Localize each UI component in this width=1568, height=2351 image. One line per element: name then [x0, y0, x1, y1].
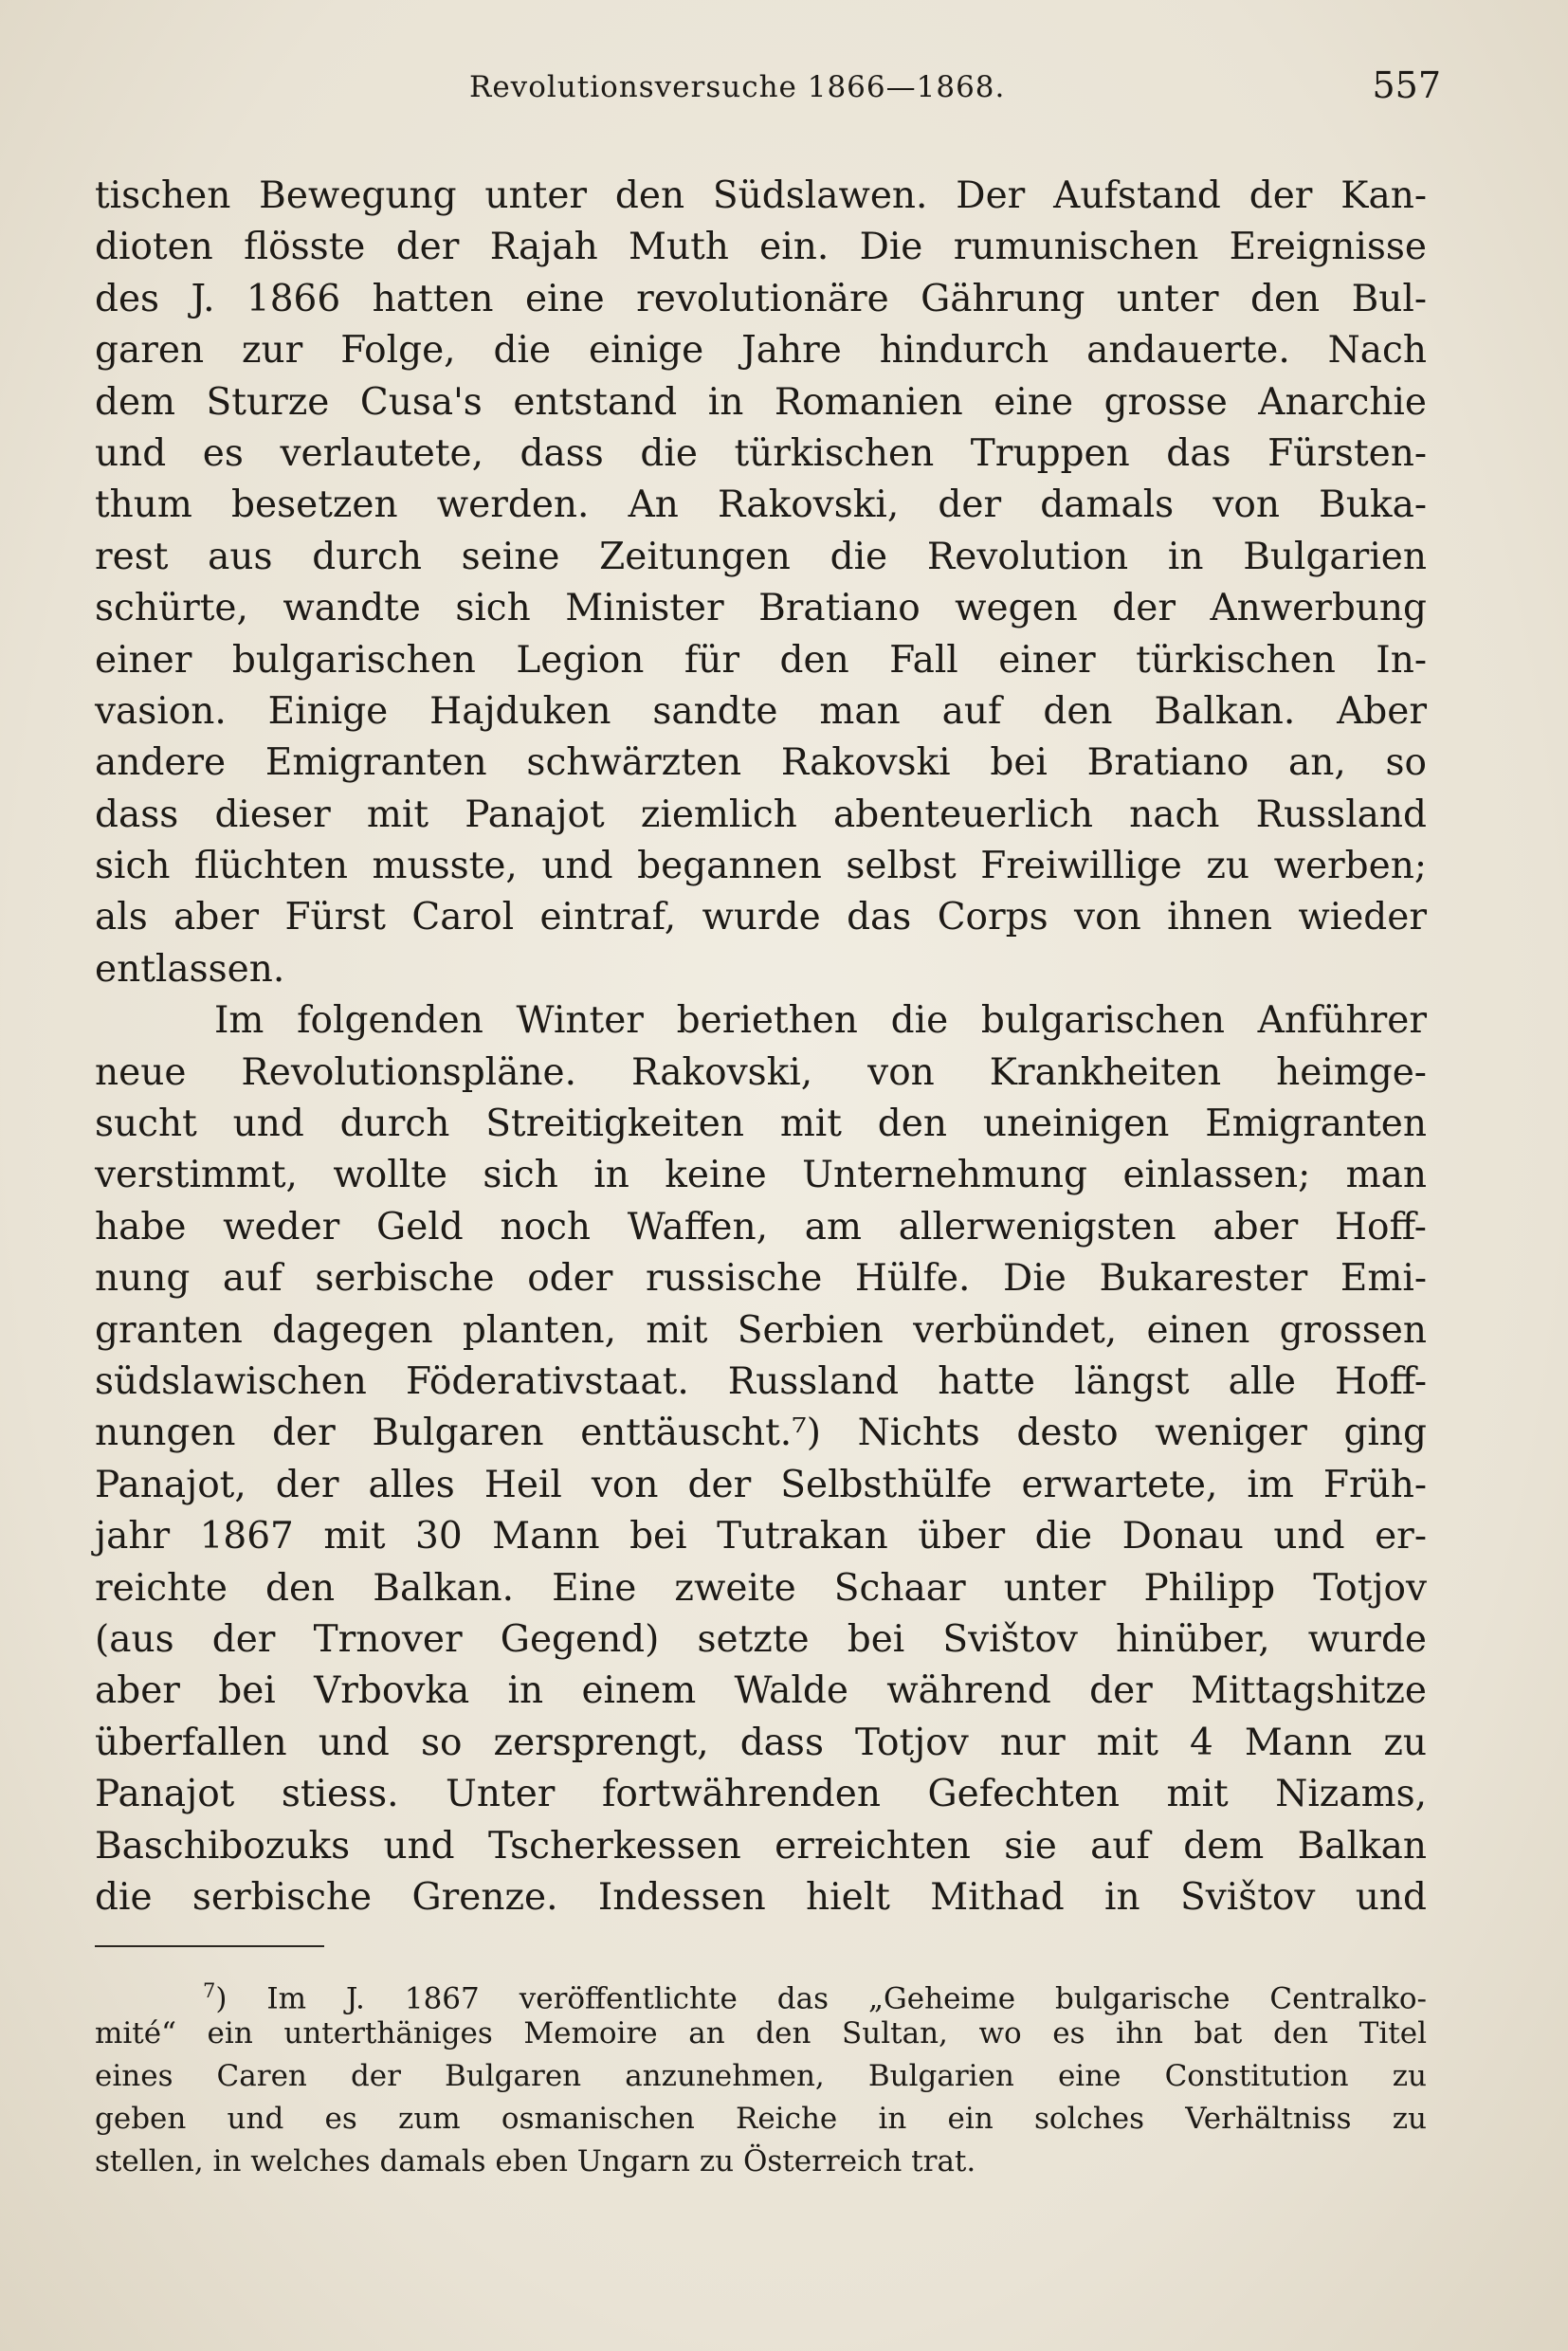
footnote-line: mité“ ein unterthäniges Memoire an den Sultan, wo es ihn bat den Titel [95, 2016, 1427, 2050]
text-line: verstimmt, wollte sich in keine Unternehmung einlassen; man [95, 1154, 1427, 1197]
text-line: dioten flösste der Rajah Muth ein. Die rumunischen Ereignisse [95, 226, 1427, 269]
text-line: Im folgenden Winter beriethen die bulgarischen Anführer [214, 999, 1427, 1043]
text-line: nung auf serbische oder russische Hülfe. Die Bukarester Emi- [95, 1257, 1427, 1301]
text-line: schürte, wandte sich Minister Bratiano wegen der Anwerbung [95, 587, 1427, 630]
text-line: überfallen und so zersprengt, dass Totjov nur mit 4 Mann zu [95, 1721, 1427, 1764]
text-line: vasion. Einige Hajduken sandte man auf den Balkan. Aber [95, 689, 1427, 733]
text-line: granten dagegen planten, mit Serbien verbündet, einen grossen [95, 1308, 1427, 1352]
text-line: Panajot, der alles Heil von der Selbsthülfe erwartete, im Früh- [95, 1463, 1427, 1506]
text-line: tischen Bewegung unter den Südslawen. Der Aufstand der Kan- [95, 174, 1427, 217]
running-title: Revolutionsversuche 1866—1868. [469, 70, 1006, 104]
page-header [95, 64, 1441, 121]
text-line: als aber Fürst Carol eintraf, wurde das Corps von ihnen wieder [95, 896, 1427, 939]
text-line: aber bei Vrbovka in einem Walde während der Mittagshitze [95, 1669, 1427, 1713]
text-line: sich flüchten musste, und begannen selbst Freiwillige zu werben; [95, 845, 1427, 888]
footnote-text: ) Im J. 1867 veröffentlichte das „Geheime bulgarische Centralko- [215, 1981, 1427, 2016]
footnote-line: stellen, in welches damals eben Ungarn zu Österreich trat. [95, 2144, 976, 2178]
footnote-mark: 7 [203, 1979, 216, 2002]
text-line: neue Revolutionspläne. Rakovski, von Krankheiten heimge- [95, 1050, 1427, 1094]
text-line: jahr 1867 mit 30 Mann bei Tutrakan über die Donau und er- [95, 1515, 1427, 1558]
text-line: des J. 1866 hatten eine revolutionäre Gährung unter den Bul- [95, 277, 1427, 320]
text-line: und es verlautete, dass die türkischen Truppen das Fürsten- [95, 431, 1427, 475]
text-line: dass dieser mit Panajot ziemlich abenteuerlich nach Russland [95, 793, 1427, 836]
text-line: Panajot stiess. Unter fortwährenden Gefechten mit Nizams, [95, 1773, 1427, 1816]
text-line: die serbische Grenze. Indessen hielt Mithad in Svištov und [95, 1875, 1427, 1919]
footnote-line [95, 1970, 1427, 2016]
text-line: entlassen. [95, 947, 285, 991]
footnote [95, 1970, 1427, 2183]
text-line: einer bulgarischen Legion für den Fall einer türkischen In- [95, 638, 1427, 682]
text-line: rest aus durch seine Zeitungen die Revolution in Bulgarien [95, 535, 1427, 578]
text-line: habe weder Geld noch Waffen, am allerwenigsten aber Hoff- [95, 1205, 1427, 1248]
text-line: garen zur Folge, die einige Jahre hindurch andauerte. Nach [95, 329, 1427, 373]
text-line: andere Emigranten schwärzten Rakovski bei Bratiano an, so [95, 741, 1427, 785]
text-line: (aus der Trnover Gegend) setzte bei Svištov hinüber, wurde [95, 1617, 1427, 1661]
paragraph-2 [95, 995, 1427, 1923]
paragraph-1 [95, 171, 1427, 995]
footnote-line: eines Caren der Bulgaren anzunehmen, Bulgarien eine Constitution zu [95, 2059, 1427, 2093]
footnote-separator [95, 1945, 324, 1947]
text-line: Baschibozuks und Tscherkessen erreichten sie auf dem Balkan [95, 1824, 1427, 1868]
page-number: 557 [1372, 64, 1441, 106]
text-line: nungen der Bulgaren enttäuscht.⁷) Nichts desto weniger ging [95, 1412, 1427, 1455]
main-text [95, 171, 1427, 1923]
text-line: reichte den Balkan. Eine zweite Schaar unter Philipp Totjov [95, 1566, 1427, 1610]
text-line: dem Sturze Cusa's entstand in Romanien eine grosse Anarchie [95, 380, 1427, 424]
text-line: südslawischen Föderativstaat. Russland hatte längst alle Hoff- [95, 1359, 1427, 1403]
text-line: sucht und durch Streitigkeiten mit den uneinigen Emigranten [95, 1103, 1427, 1146]
text-line: thum besetzen werden. An Rakovski, der damals von Buka- [95, 483, 1427, 527]
footnote-line: geben und es zum osmanischen Reiche in ein solches Verhältniss zu [95, 2102, 1427, 2136]
